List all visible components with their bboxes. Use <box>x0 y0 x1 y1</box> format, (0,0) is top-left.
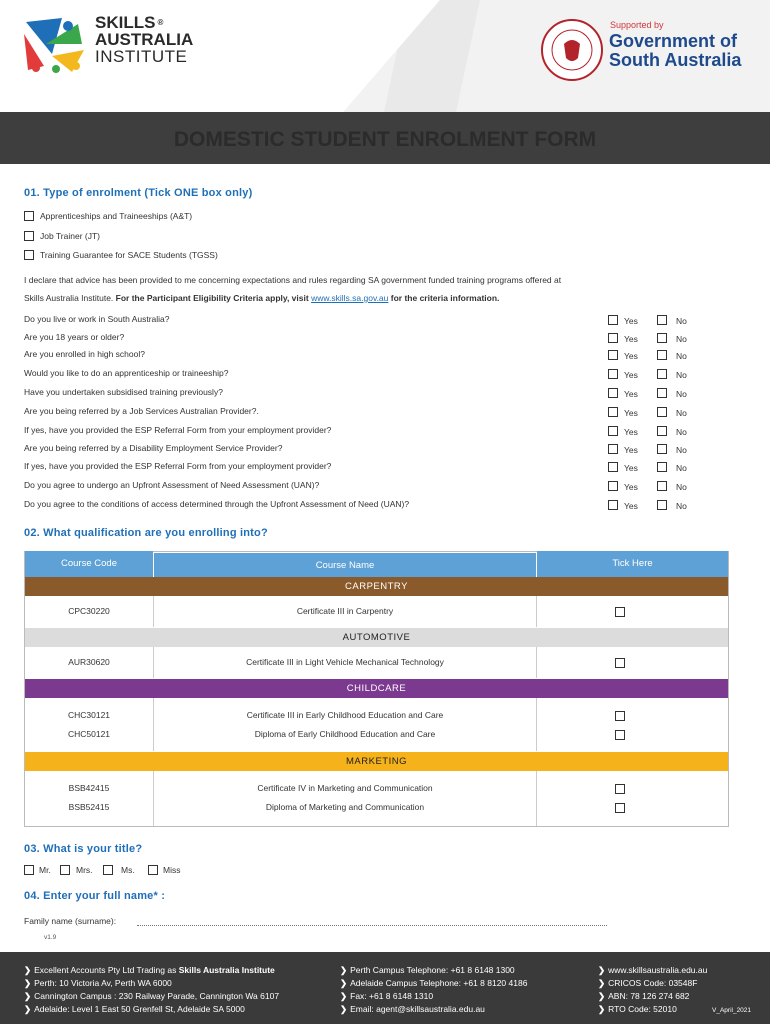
course-name: Certificate III in Light Vehicle Mechanical Technology <box>246 657 444 667</box>
title-miss-checkbox[interactable] <box>148 865 158 875</box>
course-tick-checkbox[interactable] <box>615 803 625 813</box>
answer-no-label: No <box>676 316 687 326</box>
question-label: Do you agree to undergo an Upfront Assessment of Need Assessment (UAN)? <box>24 480 320 490</box>
category-bar: CARPENTRY <box>25 577 728 596</box>
course-code: AUR30620 <box>68 657 110 667</box>
family-name-field[interactable] <box>137 925 607 926</box>
answer-no-checkbox[interactable] <box>657 333 667 343</box>
answer-no-checkbox[interactable] <box>657 426 667 436</box>
answer-yes-label: Yes <box>624 501 638 511</box>
answer-yes-checkbox[interactable] <box>608 444 618 454</box>
col-header-code: Course Code <box>25 551 153 577</box>
answer-no-label: No <box>676 408 687 418</box>
family-name-label: Family name (surname): <box>24 916 117 926</box>
question-label: If yes, have you provided the ESP Referral Form from your employment provider? <box>24 461 332 471</box>
answer-no-label: No <box>676 427 687 437</box>
enrolment-type-checkbox[interactable] <box>24 231 34 241</box>
course-name: Certificate III in Early Childhood Education and Care <box>246 710 444 720</box>
title-ms-label: Ms. <box>121 865 135 875</box>
title-mr-label: Mr. <box>39 865 51 875</box>
answer-yes-label: Yes <box>624 389 638 399</box>
answer-yes-label: Yes <box>624 351 638 361</box>
course-name: Certificate III in Carpentry <box>296 606 394 616</box>
course-tick-checkbox[interactable] <box>615 607 625 617</box>
section-4-heading: 04. Enter your full name* : <box>24 890 166 902</box>
answer-no-checkbox[interactable] <box>657 388 667 398</box>
answer-no-label: No <box>676 445 687 455</box>
answer-yes-label: Yes <box>624 482 638 492</box>
column-divider <box>536 647 537 678</box>
answer-yes-label: Yes <box>624 316 638 326</box>
course-code: CPC30220 <box>68 606 110 616</box>
answer-no-label: No <box>676 389 687 399</box>
question-label: If yes, have you provided the ESP Referral Form from your employment provider? <box>24 425 332 435</box>
question-label: Are you being referred by a Disability Employment Service Provider? <box>24 443 283 453</box>
question-label: Are you 18 years or older? <box>24 332 125 342</box>
section-3-heading: 03. What is your title? <box>24 843 143 855</box>
question-label: Would you like to do an apprenticeship or traineeship? <box>24 368 229 378</box>
answer-no-checkbox[interactable] <box>657 369 667 379</box>
answer-yes-checkbox[interactable] <box>608 462 618 472</box>
course-tick-checkbox[interactable] <box>615 730 625 740</box>
declaration-text: I declare that advice has been provided to me concerning expectations and rules regarding SA government funded training programs offered at <box>24 275 562 285</box>
answer-no-label: No <box>676 501 687 511</box>
criteria-link[interactable]: www.skills.sa.gov.au <box>311 293 389 303</box>
answer-yes-checkbox[interactable] <box>608 500 618 510</box>
answer-yes-checkbox[interactable] <box>608 333 618 343</box>
column-divider <box>536 596 537 627</box>
enrolment-type-label: Job Trainer (JT) <box>40 231 100 241</box>
section-2-heading: 02. What qualification are you enrolling into? <box>24 527 268 539</box>
footer-col-3: ❯ www.skillsaustralia.edu.au ❯ CRICOS Code: 03548F ❯ ABN: 78 126 274 682 ❯ RTO Code: 52010 <box>598 965 708 1014</box>
declaration-text-2: Skills Australia Institute. For the Participant Eligibility Criteria apply, visit www.skills.sa.gov.au for the criteria information. <box>24 293 500 303</box>
section-1-heading: 01. Type of enrolment (Tick ONE box only) <box>24 187 253 199</box>
skills-australia-logo-icon <box>22 14 86 74</box>
course-code: CHC50121 <box>67 729 111 739</box>
answer-yes-label: Yes <box>624 463 638 473</box>
course-name: Certificate IV in Marketing and Communication <box>257 783 433 793</box>
col-header-tick: Tick Here <box>537 551 728 577</box>
enrolment-type-checkbox[interactable] <box>24 250 34 260</box>
question-label: Do you live or work in South Australia? <box>24 314 170 324</box>
enrolment-type-checkbox[interactable] <box>24 211 34 221</box>
column-divider <box>536 698 537 751</box>
answer-no-checkbox[interactable] <box>657 481 667 491</box>
answer-yes-checkbox[interactable] <box>608 481 618 491</box>
south-australia-seal-icon <box>540 18 604 82</box>
question-label: Have you undertaken subsidised training previously? <box>24 387 223 397</box>
answer-yes-checkbox[interactable] <box>608 369 618 379</box>
column-divider <box>536 771 537 826</box>
column-divider <box>153 771 154 826</box>
enrolment-type-label: Apprenticeships and Traineeships (A&T) <box>40 211 193 221</box>
title-mrs-checkbox[interactable] <box>60 865 70 875</box>
answer-yes-label: Yes <box>624 408 638 418</box>
footer-email[interactable]: Email: agent@skillsaustralia.edu.au <box>350 1004 485 1014</box>
supported-by-label: Supported by <box>610 20 664 30</box>
answer-yes-label: Yes <box>624 427 638 437</box>
logo-wordmark: SKILLS ® AUSTRALIA INSTITUTE <box>95 13 194 66</box>
course-code: BSB52415 <box>68 802 110 812</box>
answer-yes-checkbox[interactable] <box>608 407 618 417</box>
answer-no-label: No <box>676 334 687 344</box>
course-tick-checkbox[interactable] <box>615 711 625 721</box>
title-mr-checkbox[interactable] <box>24 865 34 875</box>
answer-yes-label: Yes <box>624 334 638 344</box>
footer-col-2: ❯ Perth Campus Telephone: +61 8 6148 1300 ❯ Adelaide Campus Telephone: +61 8 8120 4186 ❯ Fax: +61 8 6148 1310 ❯ Email: agent@skillsaustralia.edu.au <box>340 965 528 1014</box>
answer-no-label: No <box>676 370 687 380</box>
course-tick-checkbox[interactable] <box>615 784 625 794</box>
answer-yes-checkbox[interactable] <box>608 388 618 398</box>
course-tick-checkbox[interactable] <box>615 658 625 668</box>
title-miss-label: Miss <box>163 865 181 875</box>
answer-no-checkbox[interactable] <box>657 315 667 325</box>
footer-col-1: ❯ Excellent Accounts Pty Ltd Trading as Skills Australia Institute ❯ Perth: 10 Victoria Av, Perth WA 6000 ❯ Cannington Campus : 230 Railway Parade, Cannington Wa 6107 ❯ Adelaide: Level 1 East 50 Grenfell St, Adelaide SA 5000 <box>24 965 280 1014</box>
course-code: BSB42415 <box>68 783 110 793</box>
answer-no-label: No <box>676 482 687 492</box>
question-label: Are you being referred by a Job Services Australian Provider?. <box>24 406 259 416</box>
answer-no-label: No <box>676 351 687 361</box>
course-code: CHC30121 <box>67 710 111 720</box>
answer-no-checkbox[interactable] <box>657 444 667 454</box>
course-name: Diploma of Marketing and Communication <box>265 802 425 812</box>
footer-version: V_April_2021 <box>712 1007 752 1014</box>
answer-yes-checkbox[interactable] <box>608 426 618 436</box>
category-bar: AUTOMOTIVE <box>25 628 728 647</box>
enrolment-type-label: Training Guarantee for SACE Students (TGSS) <box>40 250 218 260</box>
answer-no-checkbox[interactable] <box>657 407 667 417</box>
answer-no-checkbox[interactable] <box>657 500 667 510</box>
question-label: Are you enrolled in high school? <box>24 349 145 359</box>
title-mrs-label: Mrs. <box>76 865 93 875</box>
category-bar: CHILDCARE <box>25 679 728 698</box>
page-title: DOMESTIC STUDENT ENROLMENT FORM <box>173 128 597 151</box>
footer-website[interactable]: www.skillsaustralia.edu.au <box>608 965 708 975</box>
answer-yes-label: Yes <box>624 370 638 380</box>
question-label: Do you agree to the conditions of access determined through the Upfront Assessment of Need (UAN)? <box>24 499 410 509</box>
answer-yes-label: Yes <box>624 445 638 455</box>
answer-no-checkbox[interactable] <box>657 462 667 472</box>
answer-no-label: No <box>676 463 687 473</box>
answer-yes-checkbox[interactable] <box>608 350 618 360</box>
government-name: Government of South Australia <box>609 31 742 70</box>
form-version: v1.9 <box>44 934 57 941</box>
course-name: Diploma of Early Childhood Education and Care <box>254 729 436 739</box>
column-divider <box>153 698 154 751</box>
title-ms-checkbox[interactable] <box>103 865 113 875</box>
answer-yes-checkbox[interactable] <box>608 315 618 325</box>
answer-no-checkbox[interactable] <box>657 350 667 360</box>
col-header-name: Course Name <box>154 553 536 579</box>
category-bar: MARKETING <box>25 752 728 771</box>
